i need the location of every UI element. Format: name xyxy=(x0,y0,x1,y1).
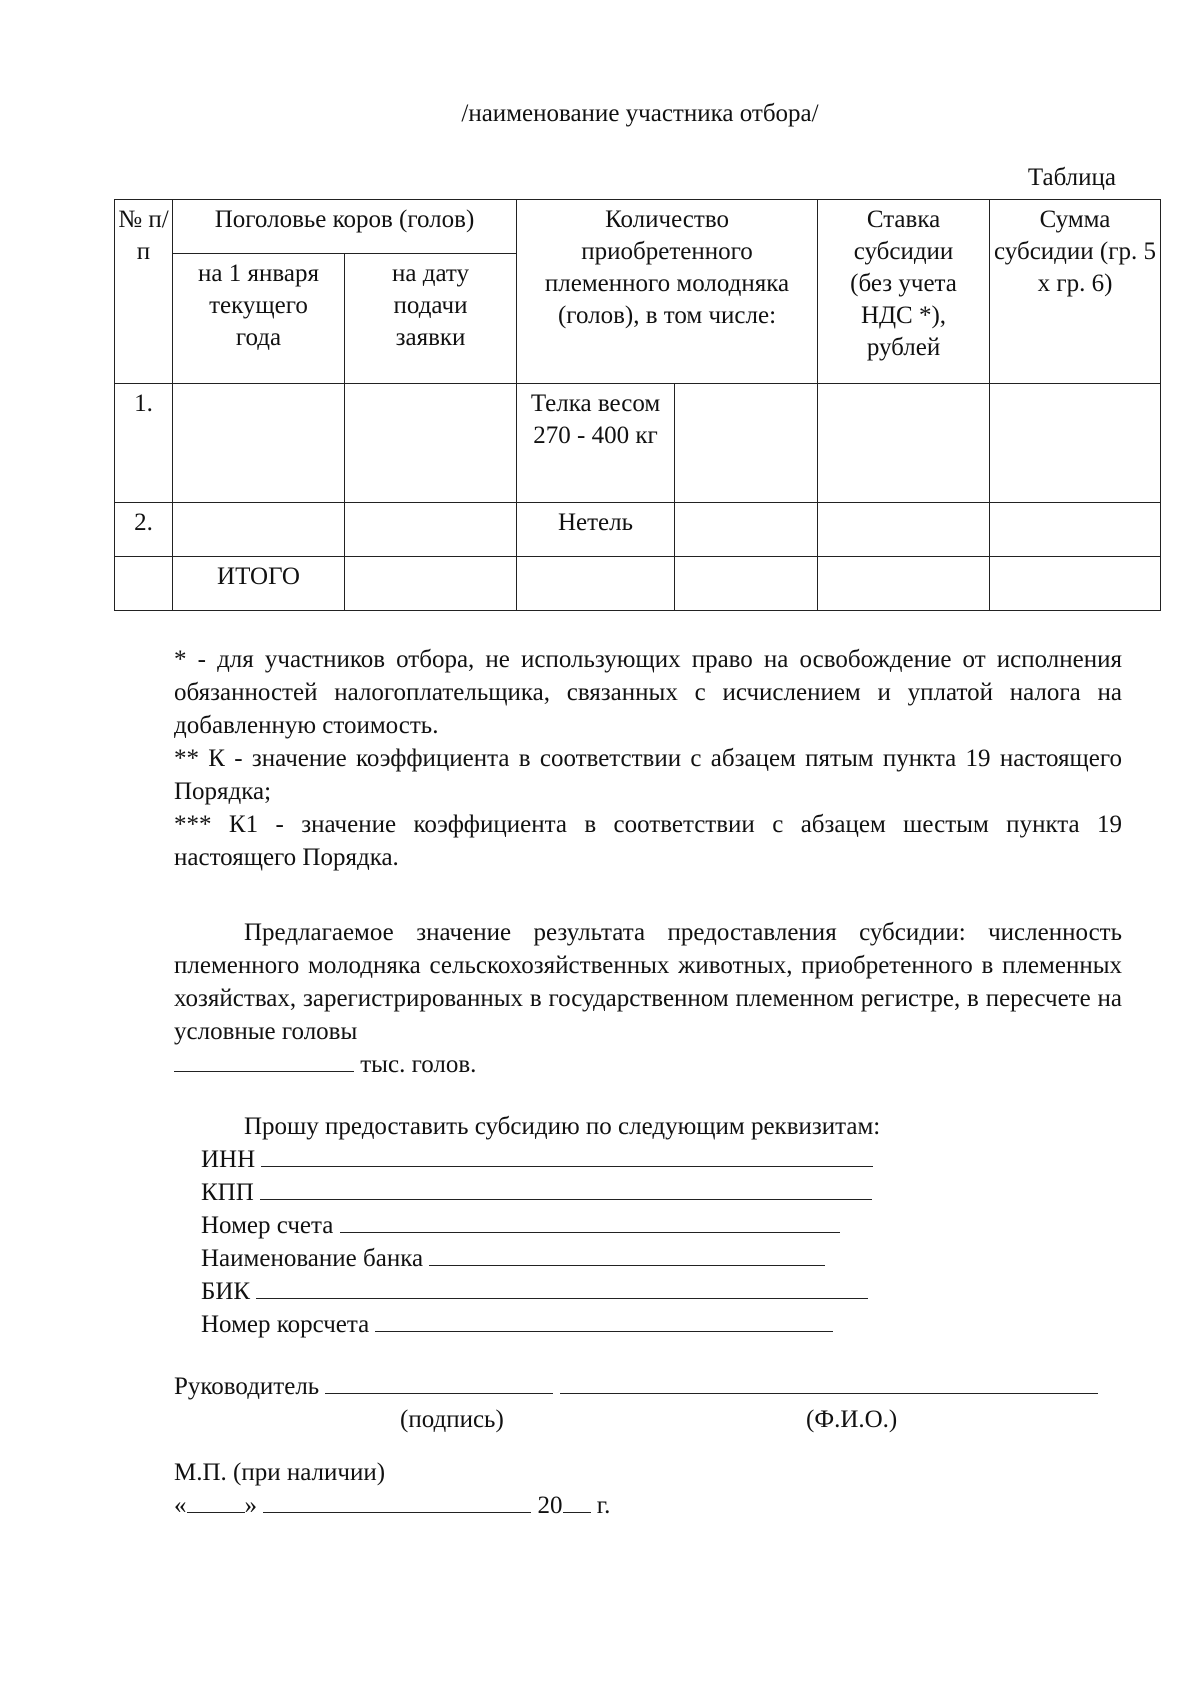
bik-row xyxy=(174,1275,1122,1308)
cell-empty xyxy=(675,503,818,557)
account-row xyxy=(174,1209,1122,1242)
cell-empty xyxy=(990,557,1161,611)
head-label: Руководитель xyxy=(174,1373,320,1400)
account-label: Номер счета xyxy=(201,1212,334,1239)
footnotes xyxy=(174,643,1122,874)
header-cows: Поголовье коров (голов) xyxy=(173,200,517,254)
bik-label: БИК xyxy=(201,1278,251,1305)
year-field[interactable] xyxy=(563,1490,591,1513)
header-cows-jan: на 1 января текущего года xyxy=(173,254,345,384)
footnote-k: ** К - значение коэффициента в соответствии с абзацем пятым пункта 19 настоящего Порядка; xyxy=(174,745,1122,805)
subsidy-table xyxy=(114,199,1161,611)
total-row xyxy=(115,557,1161,611)
kpp-row xyxy=(174,1176,1122,1209)
head-name-field[interactable] xyxy=(560,1371,1098,1394)
date-open-quote: « xyxy=(174,1492,187,1519)
row-kind: Телка весом 270 - 400 кг xyxy=(517,384,675,503)
account-field[interactable] xyxy=(340,1210,840,1233)
footnote-k1: *** К1 - значение коэффициента в соответствии с абзацем шестым пункта 19 настоящего Порядка. xyxy=(174,811,1122,871)
row-kind: Нетель xyxy=(517,503,675,557)
header-sum: Сумма субсидии (гр. 5 х гр. 6) xyxy=(990,200,1161,384)
kpp-label: КПП xyxy=(201,1179,254,1206)
corr-row xyxy=(174,1308,1122,1341)
cell-empty xyxy=(818,557,990,611)
month-field[interactable] xyxy=(263,1490,531,1513)
participant-caption: /наименование участника отбора/ xyxy=(461,100,819,127)
head-signature-row xyxy=(174,1370,1122,1436)
inn-label: ИНН xyxy=(201,1146,256,1173)
cell-empty xyxy=(990,384,1161,503)
result-value-blank[interactable] xyxy=(174,1049,354,1072)
cell-empty xyxy=(173,384,345,503)
cell-empty xyxy=(517,557,675,611)
sign-caption: (подпись) xyxy=(400,1406,504,1433)
header-cows-date: на дату подачи заявки xyxy=(345,254,517,384)
cell-empty xyxy=(173,503,345,557)
cell-empty xyxy=(675,557,818,611)
kpp-field[interactable] xyxy=(260,1177,872,1200)
header-num: № п/п xyxy=(115,200,173,384)
bank-label: Наименование банка xyxy=(201,1245,424,1272)
requisites-intro: Прошу предоставить субсидию по следующим реквизитам: xyxy=(244,1113,881,1140)
footnote-vat: * - для участников отбора, не использующих право на освобождение от исполнения обязанностей налогоплательщика, связанных с исчислением и уплатой налога на добавленную стоимость. xyxy=(174,646,1122,739)
year-prefix: 20 xyxy=(537,1492,563,1519)
date-row xyxy=(174,1489,1122,1522)
inn-row xyxy=(174,1143,1122,1176)
corr-label: Номер корсчета xyxy=(201,1311,370,1338)
result-unit: тыс. голов. xyxy=(360,1051,477,1078)
bik-field[interactable] xyxy=(256,1276,868,1299)
header-qty: Количество приобретенного племенного молодняка (голов), в том числе: xyxy=(517,200,818,384)
cell-empty xyxy=(345,557,517,611)
corr-field[interactable] xyxy=(375,1309,833,1332)
requisites-section xyxy=(174,1110,1122,1341)
result-section xyxy=(174,916,1122,1081)
table-row xyxy=(115,503,1161,557)
day-field[interactable] xyxy=(187,1490,245,1513)
total-label: ИТОГО xyxy=(173,557,345,611)
signature-section xyxy=(174,1370,1122,1522)
cell-empty xyxy=(115,557,173,611)
row-num: 2. xyxy=(115,503,173,557)
head-sign-field[interactable] xyxy=(325,1371,553,1394)
cell-empty xyxy=(345,503,517,557)
row-num: 1. xyxy=(115,384,173,503)
header-rate: Ставка субсидии (без учета НДС *), рублей xyxy=(818,200,990,384)
cell-empty xyxy=(818,503,990,557)
cell-empty xyxy=(990,503,1161,557)
result-text-body: Предлагаемое значение результата предоставления субсидии: численность племенного молодняка сельскохозяйственных животных, приобретенного в племенных хозяйствах, зарегистрированных в государственном племенном регистре, в пересчете на условные головы xyxy=(174,919,1122,1045)
bank-field[interactable] xyxy=(429,1243,825,1266)
table-row xyxy=(115,384,1161,503)
cell-empty xyxy=(818,384,990,503)
cell-empty xyxy=(345,384,517,503)
name-caption: (Ф.И.О.) xyxy=(806,1406,898,1433)
cell-empty xyxy=(675,384,818,503)
bank-row xyxy=(174,1242,1122,1275)
date-close-quote: » xyxy=(244,1492,257,1519)
table-caption: Таблица xyxy=(1027,164,1116,191)
stamp-label: М.П. (при наличии) xyxy=(174,1459,386,1486)
year-suffix: г. xyxy=(596,1492,611,1519)
inn-field[interactable] xyxy=(261,1144,873,1167)
result-text xyxy=(174,916,1122,1048)
